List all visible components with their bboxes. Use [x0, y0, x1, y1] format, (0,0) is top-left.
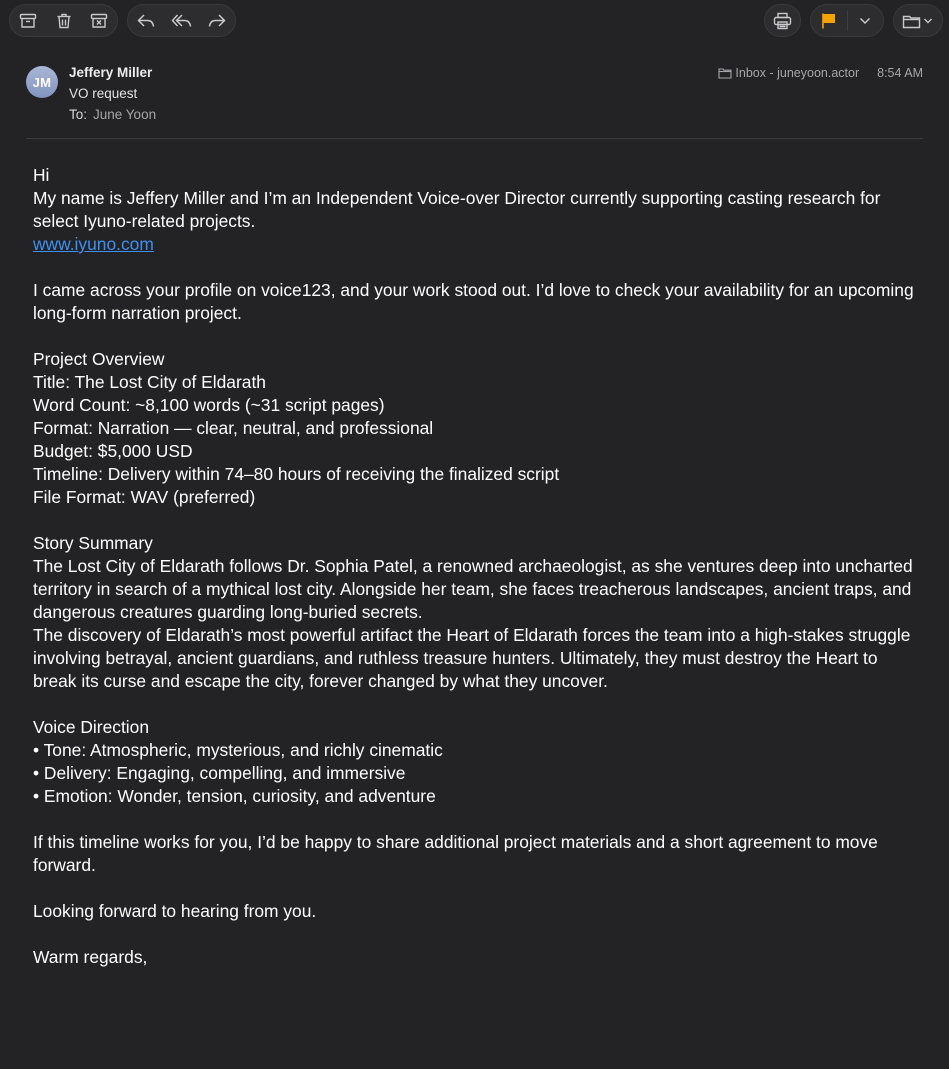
story-summary-heading: Story Summary	[33, 533, 153, 553]
reply-all-button[interactable]	[164, 5, 200, 36]
timeline-paragraph: If this timeline works for you, I’d be happy to share additional project materials and a short agreement to move forward.	[33, 832, 878, 875]
overview-timeline: Timeline: Delivery within 74–80 hours of receiving the finalized script	[33, 464, 560, 484]
message-body	[33, 164, 923, 969]
to-label: To:	[69, 107, 88, 122]
overview-title: Title: The Lost City of Eldarath	[33, 372, 266, 392]
reply-icon	[136, 12, 156, 30]
recipient-line	[69, 107, 156, 122]
availability-paragraph: I came across your profile on voice123, and your work stood out. I’d love to check your availability for an upcoming long-form narration project.	[33, 280, 914, 323]
print-group	[764, 4, 801, 37]
toolbar	[0, 0, 949, 44]
direction-emotion: • Emotion: Wonder, tension, curiosity, and adventure	[33, 786, 436, 806]
reply-actions-group	[127, 4, 236, 37]
sign-off: Warm regards,	[33, 947, 148, 967]
recipient-name[interactable]: June Yoon	[93, 107, 157, 122]
link-line	[33, 233, 923, 256]
reply-button[interactable]	[128, 5, 164, 36]
message-header	[26, 62, 923, 139]
subject: VO request	[69, 86, 138, 101]
flag-icon	[821, 12, 837, 30]
chevron-down-icon	[859, 17, 871, 25]
print-button[interactable]	[765, 5, 800, 36]
avatar: JM	[26, 66, 58, 98]
archive-icon	[19, 12, 37, 30]
print-icon	[773, 12, 792, 30]
timestamp: 8:54 AM	[877, 66, 923, 80]
sender-name[interactable]: Jeffery Miller	[69, 65, 153, 80]
forward-icon	[207, 12, 227, 30]
overview-format: Format: Narration — clear, neutral, and professional	[33, 418, 434, 438]
intro-paragraph: My name is Jeffery Miller and I’m an Independent Voice-over Director currently supporting casting research for select Iyuno-related projects.	[33, 188, 881, 231]
project-overview-heading: Project Overview	[33, 349, 165, 369]
move-folder-icon	[902, 13, 934, 29]
trash-icon	[55, 12, 73, 30]
junk-icon	[90, 12, 108, 30]
flag-group	[810, 4, 884, 37]
reply-all-icon	[171, 12, 193, 30]
forward-button[interactable]	[199, 5, 235, 36]
flag-button[interactable]	[811, 5, 847, 36]
direction-delivery: • Delivery: Engaging, compelling, and immersive	[33, 763, 406, 783]
archive-button[interactable]	[10, 5, 46, 36]
overview-budget: Budget: $5,000 USD	[33, 441, 193, 461]
summary-paragraph-2: The discovery of Eldarath’s most powerful artifact the Heart of Eldarath forces the team into a high-stakes struggle involving betrayal, ancient guardians, and ruthless treasure hunters. Ultimately, they must destroy the Heart to break its curse and escape the city, forever changed by what they uncover.	[33, 625, 911, 691]
move-group	[893, 4, 943, 37]
direction-tone: • Tone: Atmospheric, mysterious, and richly cinematic	[33, 740, 443, 760]
flag-menu-button[interactable]	[847, 5, 883, 36]
closing-paragraph: Looking forward to hearing from you.	[33, 901, 317, 921]
summary-paragraph-1: The Lost City of Eldarath follows Dr. Sophia Patel, a renowned archaeologist, as she ventures deep into uncharted territory in search of a mythical lost city. Alongside her team, she faces treacherous landscapes, ancient traps, and dangerous creatures guarding long-buried secrets.	[33, 556, 913, 622]
folder-icon	[718, 67, 732, 79]
voice-direction-heading: Voice Direction	[33, 717, 149, 737]
mailbox-label[interactable]: Inbox - juneyoon.actor	[735, 66, 860, 80]
iyuno-link[interactable]: www.iyuno.com	[33, 234, 154, 254]
message-meta	[718, 66, 923, 80]
trash-button[interactable]	[46, 5, 82, 36]
greeting: Hi	[33, 165, 50, 185]
overview-word-count: Word Count: ~8,100 words (~31 script pages)	[33, 395, 385, 415]
overview-file-format: File Format: WAV (preferred)	[33, 487, 256, 507]
junk-button[interactable]	[81, 5, 117, 36]
delete-actions-group	[9, 4, 118, 37]
move-button[interactable]	[894, 5, 942, 36]
